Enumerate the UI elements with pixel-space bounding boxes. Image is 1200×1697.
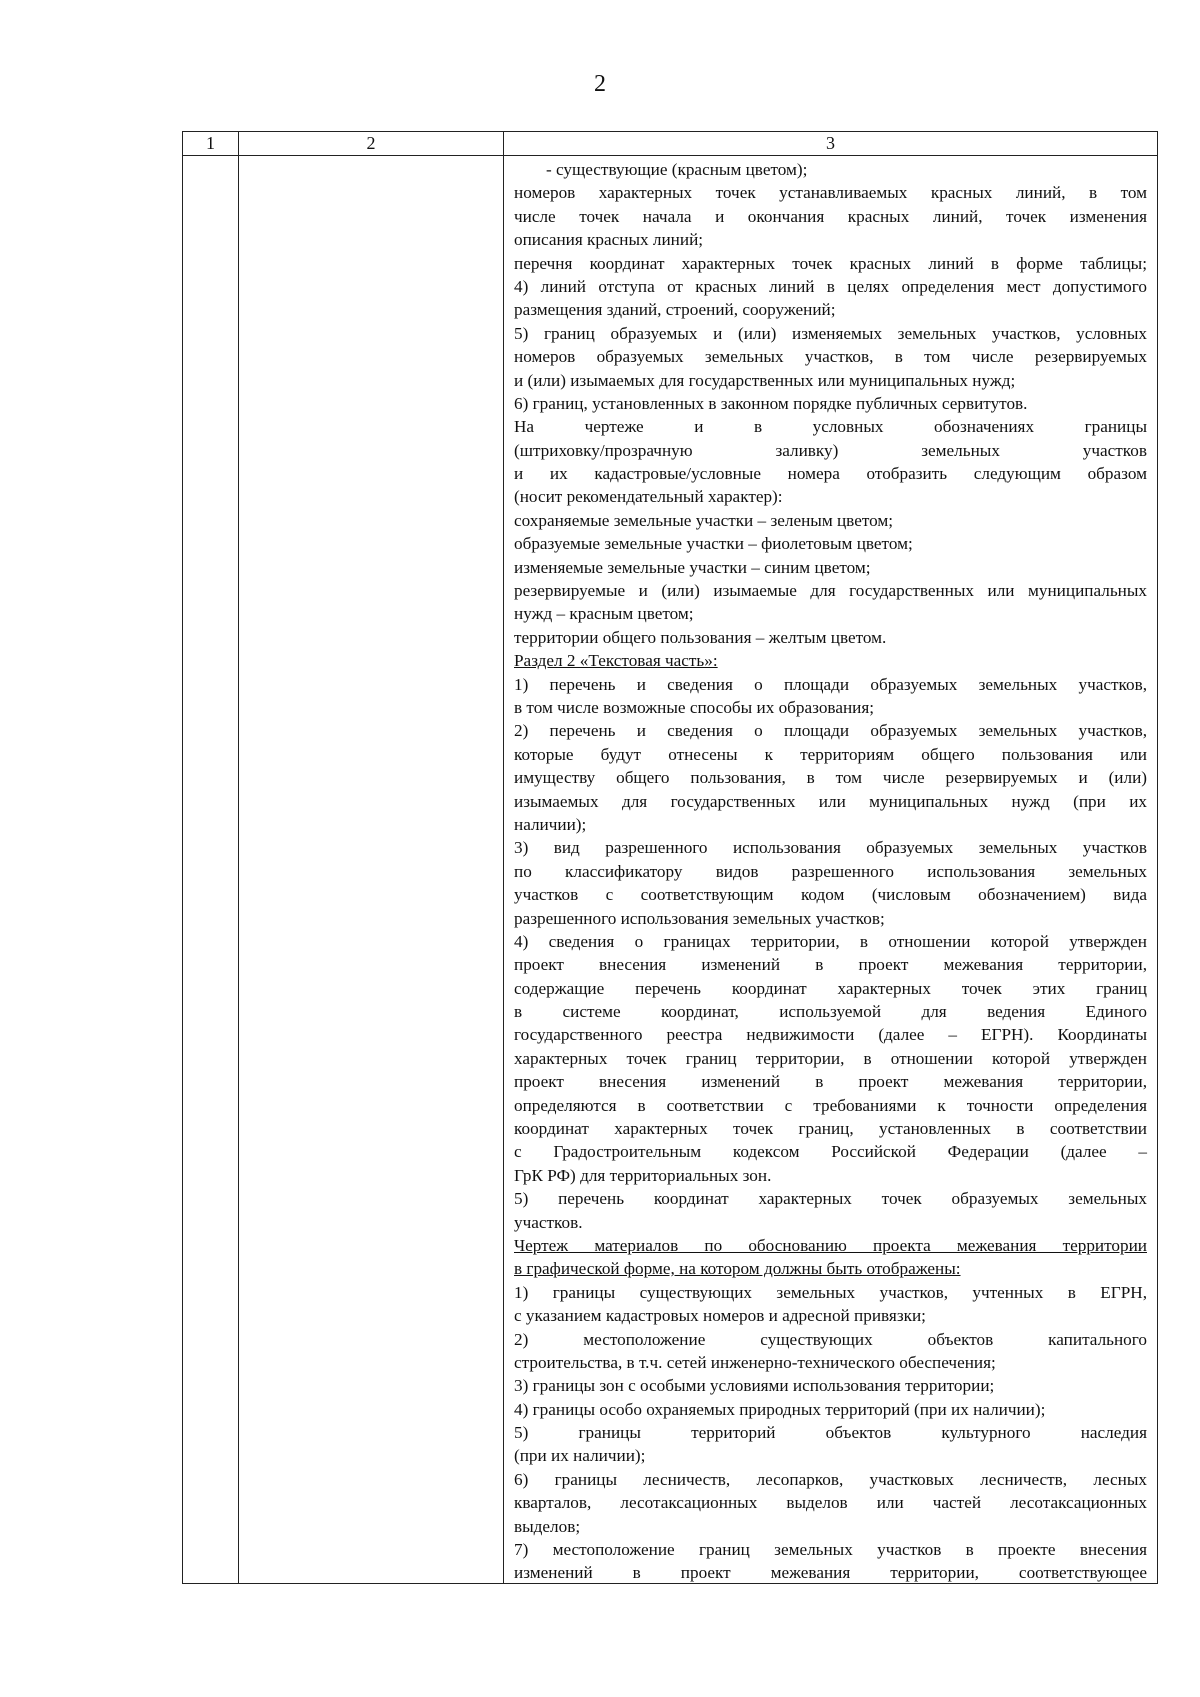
cell-col-2 [239, 156, 504, 1583]
text-line-content: перечня координат характерных точек красных линий в форме таблицы; [514, 253, 1147, 273]
text-line [514, 275, 1147, 298]
text-line-content: разрешенного использования земельных участков; [514, 908, 885, 928]
header-col-2: 2 [239, 132, 504, 155]
text-line-content: содержащие перечень координат характерных точек этих границ [514, 978, 1147, 998]
text-line-content: 4) границы особо охраняемых природных территорий (при их наличии); [514, 1399, 1046, 1419]
text-line [514, 462, 1147, 485]
text-line [514, 298, 1147, 321]
text-line [514, 953, 1147, 976]
text-line-content: 2) местоположение существующих объектов капитального [514, 1329, 1147, 1349]
text-line [514, 252, 1147, 275]
text-line-content: в том числе возможные способы их образования; [514, 697, 875, 717]
text-line-content: проект внесения изменений в проект межевания территории, [514, 955, 1147, 975]
text-line [514, 556, 1147, 579]
text-line [514, 930, 1147, 953]
text-line-content: с Градостроительным кодексом Российской Федерации (далее – [514, 1142, 1147, 1162]
text-line [514, 1444, 1147, 1467]
text-line [514, 1561, 1147, 1583]
cell-col-1 [183, 156, 239, 1583]
text-line-content: 6) границы лесничеств, лесопарков, участковых лесничеств, лесных [514, 1469, 1147, 1489]
text-line-content: 1) перечень и сведения о площади образуемых земельных участков, [514, 674, 1147, 694]
text-line [514, 579, 1147, 602]
text-line [514, 649, 1147, 672]
text-line [514, 1328, 1147, 1351]
text-line [514, 977, 1147, 1000]
text-line-content: характерных точек границ территории, в отношении которой утвержден [514, 1048, 1147, 1068]
text-line-content: 3) границы зон с особыми условиями использования территории; [514, 1376, 995, 1396]
text-line-content: ГрК РФ) для территориальных зон. [514, 1165, 772, 1185]
header-col-1: 1 [183, 132, 239, 155]
text-line [514, 392, 1147, 415]
text-line-content: (носит рекомендательный характер): [514, 487, 783, 507]
text-line [514, 1351, 1147, 1374]
text-line [514, 205, 1147, 228]
text-line [514, 766, 1147, 789]
text-line [514, 883, 1147, 906]
text-line-content: (штриховку/прозрачную заливку) земельных участков [514, 440, 1147, 460]
text-line [514, 1234, 1147, 1257]
text-line [514, 1023, 1147, 1046]
text-line-content: числе точек начала и окончания красных линий, точек изменения [514, 206, 1147, 226]
text-line [514, 322, 1147, 345]
text-line-content: которые будут отнесены к территориям общего пользования или [514, 744, 1147, 764]
text-line-content: На чертеже и в условных обозначениях границы [514, 417, 1147, 437]
text-line-content: номеров характерных точек устанавливаемых красных линий, в том [514, 183, 1147, 203]
text-line [514, 1304, 1147, 1327]
text-line-content: изменяемые земельные участки – синим цветом; [514, 557, 871, 577]
text-line [514, 1398, 1147, 1421]
text-line [514, 1047, 1147, 1070]
text-line [514, 158, 1147, 181]
text-line-content: 6) границ, установленных в законном порядке публичных сервитутов. [514, 393, 1028, 413]
text-line [514, 1491, 1147, 1514]
text-line [514, 696, 1147, 719]
text-line [514, 1187, 1147, 1210]
text-line-content: размещения зданий, строений, сооружений; [514, 300, 836, 320]
text-line [514, 1281, 1147, 1304]
text-line [514, 1538, 1147, 1561]
text-line-content: по классификатору видов разрешенного использования земельных [514, 861, 1147, 881]
text-line-content: - существующие (красным цветом); [546, 160, 808, 179]
text-line-content: описания красных линий; [514, 230, 704, 250]
text-line-content: имуществу общего пользования, в том числе резервируемых и (или) [514, 768, 1147, 788]
text-line-content: государственного реестра недвижимости (далее – ЕГРН). Координаты [514, 1025, 1147, 1045]
text-line [514, 1468, 1147, 1491]
text-line [514, 1070, 1147, 1093]
text-line-content: 4) сведения о границах территории, в отношении которой утвержден [514, 931, 1147, 951]
text-line [514, 719, 1147, 742]
text-line [514, 1117, 1147, 1140]
text-line [514, 813, 1147, 836]
text-line-content: изымаемых для государственных или муниципальных нужд (при их [514, 791, 1147, 811]
text-line-content: изменений в проект межевания территории, соответствующее [514, 1563, 1147, 1583]
text-line-content: проект внесения изменений в проект межевания территории, [514, 1072, 1147, 1092]
text-line [514, 1257, 1147, 1280]
text-line [514, 509, 1147, 532]
text-line-content: и их кадастровые/условные номера отобразить следующим образом [514, 464, 1147, 484]
text-line [514, 743, 1147, 766]
header-col-3: 3 [826, 133, 835, 153]
text-line [514, 415, 1147, 438]
text-line [514, 626, 1147, 649]
text-line [514, 602, 1147, 625]
text-line-content: 5) границ образуемых и (или) изменяемых земельных участков, условных [514, 323, 1147, 343]
text-line [514, 1164, 1147, 1187]
text-line [514, 907, 1147, 930]
text-line [514, 1140, 1147, 1163]
text-line-content: кварталов, лесотаксационных выделов или частей лесотаксационных [514, 1493, 1147, 1513]
table-header-row [183, 132, 1157, 156]
text-line [514, 345, 1147, 368]
text-line [514, 1000, 1147, 1023]
text-line-content: в системе координат, используемой для ведения Единого [514, 1002, 1147, 1022]
text-line [514, 1211, 1147, 1234]
text-line [514, 485, 1147, 508]
text-line-content: образуемые земельные участки – фиолетовым цветом; [514, 534, 913, 554]
text-line [514, 228, 1147, 251]
text-line-content: определяются в соответствии с требованиями к точности определения [514, 1095, 1147, 1115]
text-line [514, 673, 1147, 696]
text-line [514, 1515, 1147, 1538]
text-line [514, 532, 1147, 555]
text-line [514, 790, 1147, 813]
text-line-content: строительства, в т.ч. сетей инженерно-технического обеспечения; [514, 1352, 996, 1372]
text-line [514, 1421, 1147, 1444]
text-line-content: (при их наличии); [514, 1446, 646, 1466]
text-line [514, 860, 1147, 883]
text-line-content: территории общего пользования – желтым цветом. [514, 627, 887, 647]
text-line [514, 836, 1147, 859]
text-line-content: наличии); [514, 814, 587, 834]
text-line-content: Чертеж материалов по обоснованию проекта межевания территории [514, 1235, 1147, 1255]
text-line-content: 2) перечень и сведения о площади образуемых земельных участков, [514, 721, 1147, 741]
text-line-content: 7) местоположение границ земельных участков в проекте внесения [514, 1540, 1147, 1560]
text-line-content: Раздел 2 «Текстовая часть»: [514, 651, 718, 671]
text-line-content: резервируемые и (или) изымаемые для государственных или муниципальных [514, 581, 1147, 601]
text-line [514, 1094, 1147, 1117]
text-line-content: в графической форме, на котором должны быть отображены: [514, 1259, 961, 1279]
text-line [514, 439, 1147, 462]
text-line-content: 1) границы существующих земельных участков, учтенных в ЕГРН, [514, 1282, 1147, 1302]
text-line-content: участков. [514, 1212, 583, 1232]
cell-col-3-content [504, 156, 1157, 1583]
text-line-content: и (или) изымаемых для государственных или муниципальных нужд; [514, 370, 1016, 390]
text-line [514, 1374, 1147, 1397]
text-line-content: участков с соответствующим кодом (числовым обозначением) вида [514, 885, 1147, 905]
text-line [514, 181, 1147, 204]
text-line-content: нужд – красным цветом; [514, 604, 694, 624]
text-line-content: 3) вид разрешенного использования образуемых земельных участков [514, 838, 1147, 858]
page-number: 2 [594, 71, 606, 97]
text-line-content: с указанием кадастровых номеров и адресной привязки; [514, 1306, 926, 1326]
text-line-content: номеров образуемых земельных участков, в том числе резервируемых [514, 347, 1147, 367]
text-line-content: выделов; [514, 1516, 581, 1536]
text-line-content: сохраняемые земельные участки – зеленым цветом; [514, 510, 894, 530]
text-line-content: 5) границы территорий объектов культурного наследия [514, 1423, 1147, 1443]
text-line-content: 5) перечень координат характерных точек образуемых земельных [514, 1189, 1147, 1209]
text-line [514, 369, 1147, 392]
text-line-content: координат характерных точек границ, установленных в соответствии [514, 1119, 1147, 1139]
requirements-table [182, 131, 1158, 1584]
table-body-row [183, 156, 1157, 1583]
text-line-content: 4) линий отступа от красных линий в целях определения мест допустимого [514, 276, 1147, 296]
